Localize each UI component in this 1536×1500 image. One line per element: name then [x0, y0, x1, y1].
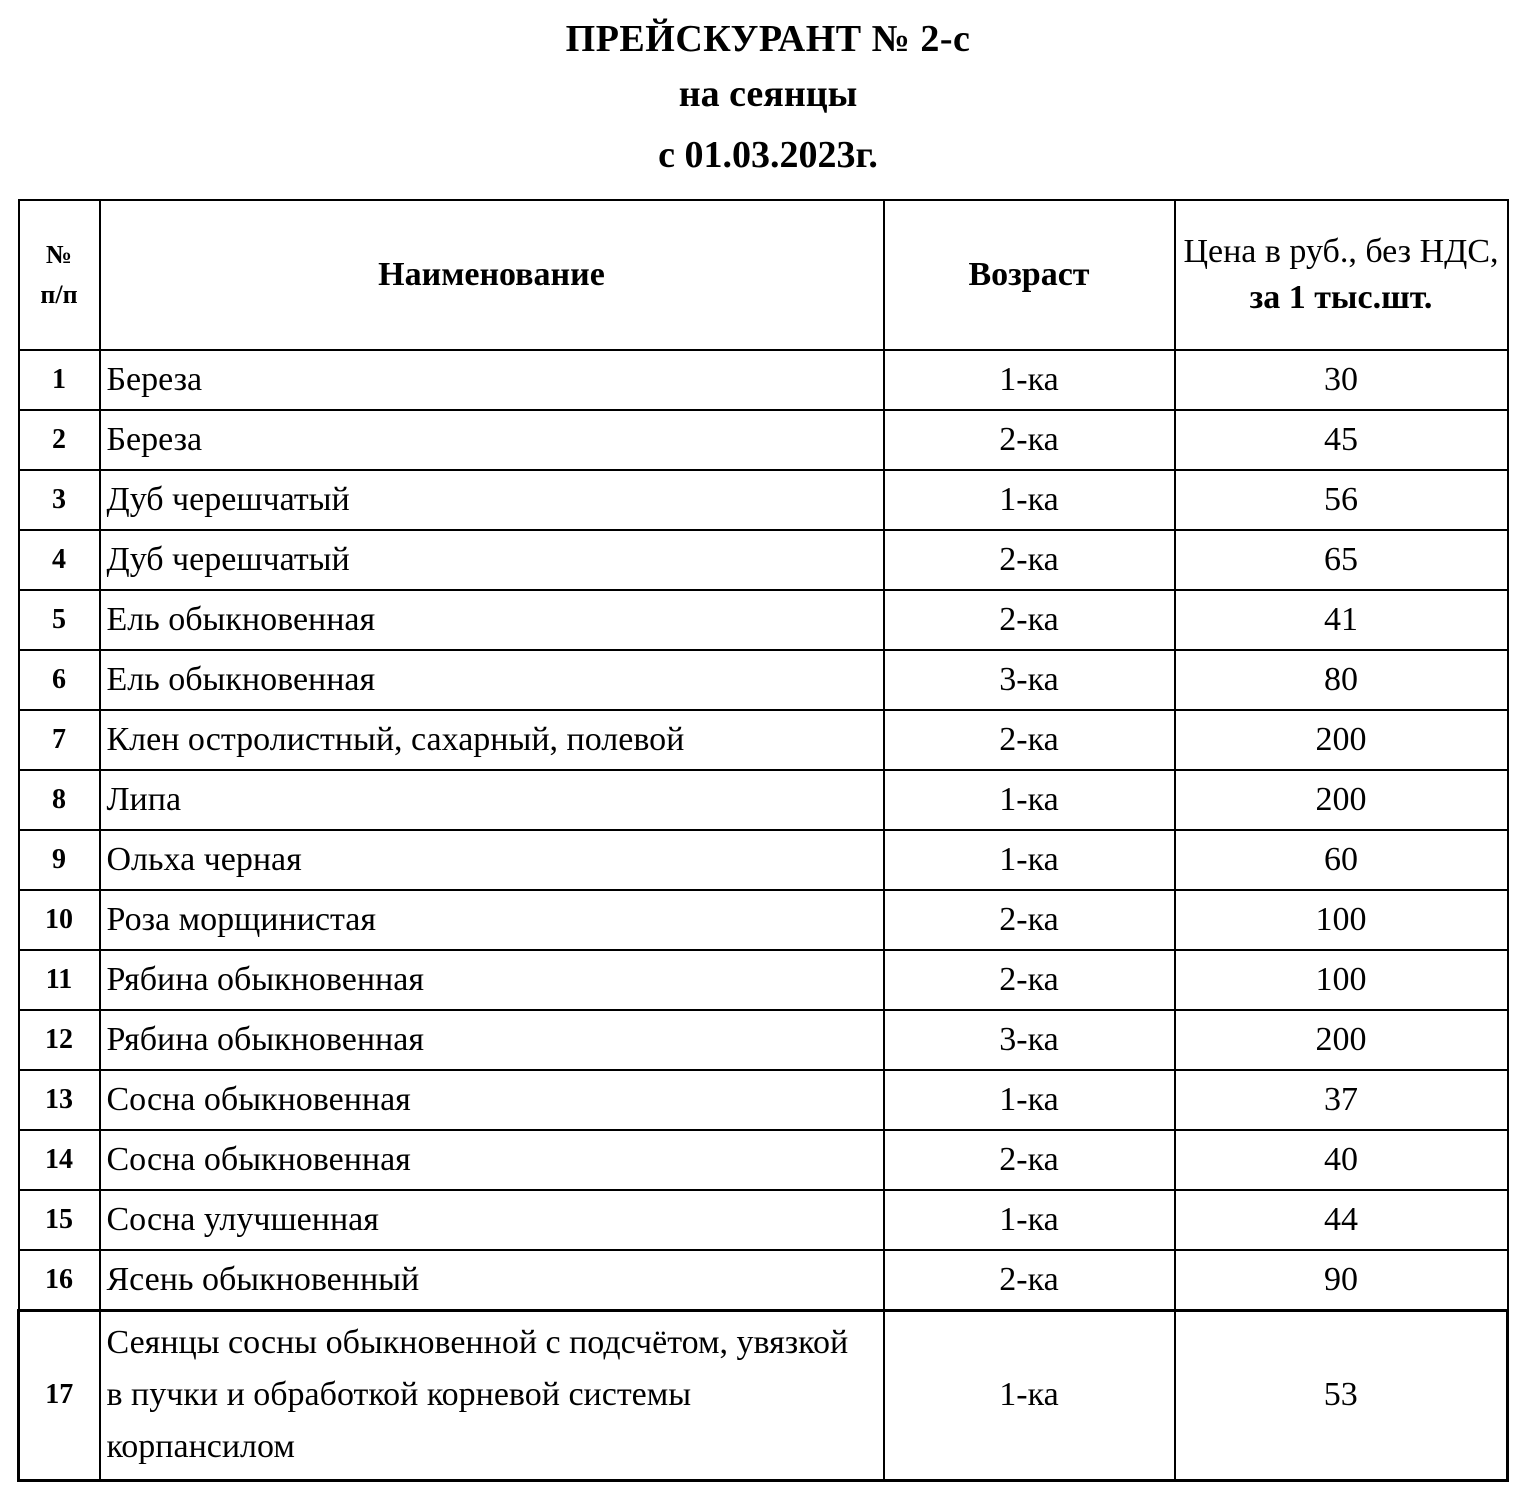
table-body	[19, 350, 1508, 1480]
row-name: Липа	[100, 770, 884, 830]
row-age: 2-ка	[884, 530, 1175, 590]
table-row	[19, 770, 1508, 830]
row-price: 90	[1175, 1250, 1508, 1310]
row-age: 2-ка	[884, 890, 1175, 950]
row-age: 3-ка	[884, 650, 1175, 710]
table-row	[19, 1130, 1508, 1190]
row-number: 7	[19, 710, 100, 770]
row-name: Роза морщинистая	[100, 890, 884, 950]
effective-date: с 01.03.2023г.	[658, 134, 878, 176]
header-name: Наименование	[100, 200, 884, 350]
header-number-abbr: п/п	[40, 280, 78, 309]
header-number	[19, 200, 100, 350]
row-number: 13	[19, 1070, 100, 1130]
row-number: 10	[19, 890, 100, 950]
row-age: 2-ка	[884, 410, 1175, 470]
row-number: 4	[19, 530, 100, 590]
row-number: 12	[19, 1010, 100, 1070]
row-price: 30	[1175, 350, 1508, 410]
table-row	[19, 1250, 1508, 1310]
document-title: ПРЕЙСКУРАНТ № 2-с	[565, 18, 971, 60]
row-price: 100	[1175, 950, 1508, 1010]
table-row	[19, 530, 1508, 590]
row-name: Ель обыкновенная	[100, 650, 884, 710]
table-row	[19, 1010, 1508, 1070]
row-name: Ель обыкновенная	[100, 590, 884, 650]
row-age: 1-ка	[884, 1190, 1175, 1250]
row-price: 41	[1175, 590, 1508, 650]
row-age: 1-ка	[884, 470, 1175, 530]
row-price: 45	[1175, 410, 1508, 470]
row-price: 44	[1175, 1190, 1508, 1250]
row-name: Рябина обыкновенная	[100, 950, 884, 1010]
row-number: 8	[19, 770, 100, 830]
header-price-unit: за 1 тыс.шт.	[1249, 279, 1433, 316]
row-name: Сеянцы сосны обыкновенной с подсчётом, увязкой в пучки и обработкой корневой системы корпансилом	[100, 1310, 884, 1480]
row-age: 1-ка	[884, 830, 1175, 890]
row-name: Береза	[100, 410, 884, 470]
row-name: Сосна обыкновенная	[100, 1070, 884, 1130]
row-name: Дуб черешчатый	[100, 470, 884, 530]
row-name: Сосна улучшенная	[100, 1190, 884, 1250]
row-name: Дуб черешчатый	[100, 530, 884, 590]
table-row	[19, 950, 1508, 1010]
row-number: 11	[19, 950, 100, 1010]
row-name: Ясень обыкновенный	[100, 1250, 884, 1310]
row-age: 1-ка	[884, 1070, 1175, 1130]
table-row	[19, 890, 1508, 950]
row-age: 3-ка	[884, 1010, 1175, 1070]
row-price: 56	[1175, 470, 1508, 530]
row-number: 16	[19, 1250, 100, 1310]
table-row	[19, 1310, 1508, 1480]
table-row	[19, 590, 1508, 650]
row-price: 60	[1175, 830, 1508, 890]
table-header-row	[19, 200, 1508, 350]
row-price: 200	[1175, 710, 1508, 770]
row-age: 2-ка	[884, 1130, 1175, 1190]
row-price: 65	[1175, 530, 1508, 590]
header-age: Возраст	[884, 200, 1175, 350]
row-age: 2-ка	[884, 710, 1175, 770]
row-number: 9	[19, 830, 100, 890]
row-number: 1	[19, 350, 100, 410]
row-price: 100	[1175, 890, 1508, 950]
row-number: 6	[19, 650, 100, 710]
row-price: 80	[1175, 650, 1508, 710]
row-number: 2	[19, 410, 100, 470]
row-age: 1-ка	[884, 770, 1175, 830]
row-name: Сосна обыкновенная	[100, 1130, 884, 1190]
header-number-symbol: №	[45, 240, 73, 269]
row-price: 200	[1175, 1010, 1508, 1070]
row-price: 200	[1175, 770, 1508, 830]
header-price	[1175, 200, 1508, 350]
row-price: 37	[1175, 1070, 1508, 1130]
row-name: Береза	[100, 350, 884, 410]
row-number: 14	[19, 1130, 100, 1190]
header-price-text: Цена в руб., без НДС,	[1183, 233, 1499, 270]
table-row	[19, 350, 1508, 410]
document-subtitle: на сеянцы	[678, 73, 858, 115]
table-row	[19, 830, 1508, 890]
table-row	[19, 1070, 1508, 1130]
row-age: 1-ка	[884, 1310, 1175, 1480]
row-price: 40	[1175, 1130, 1508, 1190]
table-row	[19, 1190, 1508, 1250]
table-row	[19, 410, 1508, 470]
row-age: 2-ка	[884, 590, 1175, 650]
row-age: 1-ка	[884, 350, 1175, 410]
table-row	[19, 470, 1508, 530]
row-number: 15	[19, 1190, 100, 1250]
row-price: 53	[1175, 1310, 1508, 1480]
price-table	[17, 199, 1509, 1482]
row-number: 3	[19, 470, 100, 530]
row-name: Ольха черная	[100, 830, 884, 890]
row-number: 5	[19, 590, 100, 650]
row-name: Клен остролистный, сахарный, полевой	[100, 710, 884, 770]
table-row	[19, 710, 1508, 770]
row-name: Рябина обыкновенная	[100, 1010, 884, 1070]
row-age: 2-ка	[884, 1250, 1175, 1310]
row-number: 17	[19, 1310, 100, 1480]
table-row	[19, 650, 1508, 710]
row-age: 2-ка	[884, 950, 1175, 1010]
